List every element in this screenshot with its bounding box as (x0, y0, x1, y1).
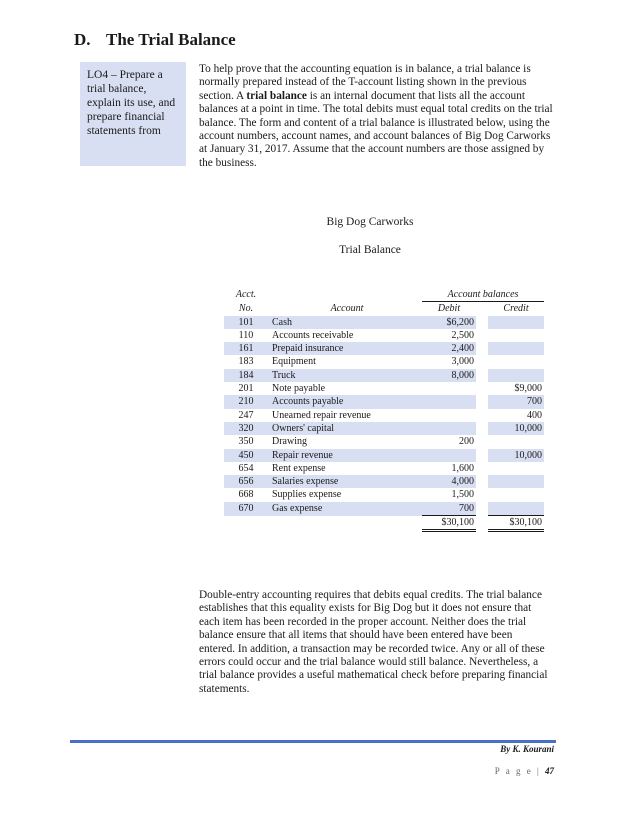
debit-amount (422, 409, 476, 422)
credit-amount: $9,000 (514, 383, 542, 395)
account-name: Note payable (272, 383, 326, 395)
credit-amount: 400 (527, 409, 542, 421)
table-row (224, 395, 544, 408)
credit-amount (488, 316, 544, 329)
section-heading (74, 30, 236, 50)
account-name: Repair revenue (268, 449, 422, 462)
table-row (224, 316, 544, 329)
footer-author: By K. Kourani (500, 744, 554, 754)
total-debit: $30,100 (422, 516, 476, 531)
header-account: Account (330, 303, 364, 315)
credit-amount (488, 462, 544, 475)
credit-amount: 10,000 (488, 422, 544, 435)
company-name: Big Dog Carworks (326, 216, 414, 228)
footer-rule (70, 740, 556, 743)
debit-amount (422, 382, 476, 395)
account-number: 110 (238, 329, 254, 341)
total-credit: $30,100 (488, 516, 544, 531)
page-label: P a g e | (494, 766, 541, 776)
credit-amount (488, 329, 544, 342)
section-title: The Trial Balance (106, 30, 236, 49)
debit-amount: 4,000 (422, 475, 476, 488)
table-row (224, 422, 544, 435)
debit-amount: 200 (459, 436, 474, 448)
intro-paragraph (199, 63, 555, 170)
table-row (224, 329, 544, 342)
intro-text-1: To help prove that the accounting equation is in balance, a trial balance is normally prepared instead of the T-account listing shown in the previous section. A (199, 63, 531, 102)
account-number: 654 (238, 462, 254, 474)
table-row (224, 382, 544, 395)
account-name: Owners' capital (268, 422, 422, 435)
header-account-balances: Account balances (422, 288, 544, 302)
table-row (224, 355, 544, 368)
account-number: 668 (238, 489, 254, 501)
table-row (224, 342, 544, 355)
account-number: 183 (238, 356, 254, 368)
account-name: Cash (268, 316, 422, 329)
intro-text-2: is an internal document that lists all the account balances at a point in time. The total debits must equal total credits on the trial balance. The form and content of a trial balance is illustrated below, using the account numbers, account names, and account balances of Big Dog Carworks at January 31, 2017. Assume that the account numbers are those assigned by the business. (199, 89, 553, 169)
table-row (224, 488, 544, 501)
header-credit: Credit (503, 303, 529, 315)
account-name: Rent expense (272, 462, 326, 474)
debit-amount: $6,200 (422, 316, 476, 329)
debit-amount: 2,400 (422, 342, 476, 355)
intro-term: trial balance (246, 89, 307, 102)
account-number: 184 (224, 369, 268, 382)
credit-amount (488, 488, 544, 501)
table-header-row-2 (224, 302, 544, 316)
section-letter: D. (74, 30, 91, 49)
credit-amount (488, 355, 544, 368)
credit-amount: 700 (488, 395, 544, 408)
debit-amount: 8,000 (422, 369, 476, 382)
table-row (224, 475, 544, 488)
account-name: Gas expense (268, 502, 422, 516)
table-row (224, 369, 544, 382)
account-number: 320 (224, 422, 268, 435)
account-name: Salaries expense (268, 475, 422, 488)
header-acct: Acct. (235, 289, 257, 301)
account-number: 670 (224, 502, 268, 516)
debit-amount (422, 449, 476, 462)
table-row (224, 462, 544, 475)
account-name: Truck (268, 369, 422, 382)
closing-paragraph: Double-entry accounting requires that debits equal credits. The trial balance establishes that this equality exists for Big Dog but it does not ensure that each item has been recorded in the proper account. Neither does the trial balance ensure that all items that should have been entered have been entered. In addition, a transaction may be recorded twice. Any or all of these errors could occur and the trial balance would still balance. Nevertheless, a trial balance provides a useful mathematical check before preparing financial statements. (199, 589, 548, 695)
account-name: Prepaid insurance (268, 342, 422, 355)
table-row (224, 435, 544, 448)
table-row (224, 409, 544, 422)
table-header-row-1 (224, 288, 544, 302)
table-row (224, 449, 544, 462)
credit-amount: 10,000 (488, 449, 544, 462)
total-row (224, 516, 544, 531)
account-name: Unearned repair revenue (272, 409, 371, 421)
account-number: 450 (224, 449, 268, 462)
account-number: 101 (224, 316, 268, 329)
account-number: 161 (224, 342, 268, 355)
credit-amount (488, 502, 544, 516)
account-name: Accounts receivable (272, 329, 354, 341)
debit-amount: 700 (422, 502, 476, 516)
page-number (495, 766, 554, 776)
debit-amount: 1,500 (451, 489, 474, 501)
trial-balance-table (224, 288, 544, 532)
debit-amount (422, 395, 476, 408)
page-number-value: 47 (545, 766, 554, 776)
account-number: 247 (238, 409, 254, 421)
credit-amount (488, 435, 544, 448)
account-name: Drawing (272, 436, 307, 448)
statement-name: Trial Balance (339, 244, 401, 256)
account-number: 210 (224, 395, 268, 408)
account-name: Supplies expense (272, 489, 342, 501)
debit-amount (422, 422, 476, 435)
table-row (224, 502, 544, 516)
header-debit: Debit (437, 303, 461, 315)
credit-amount (488, 369, 544, 382)
credit-amount (488, 342, 544, 355)
account-number: 656 (224, 475, 268, 488)
debit-amount: 2,500 (451, 329, 474, 341)
account-name: Accounts payable (268, 395, 422, 408)
account-number: 201 (238, 383, 254, 395)
header-no: No. (238, 303, 254, 315)
debit-amount: 3,000 (451, 356, 474, 368)
debit-amount: 1,600 (451, 462, 474, 474)
credit-amount (488, 475, 544, 488)
account-number: 350 (238, 436, 254, 448)
learning-objective-box: LO4 – Prepare a trial balance, explain its use, and prepare financial statements from (80, 62, 186, 166)
account-name: Equipment (272, 356, 316, 368)
